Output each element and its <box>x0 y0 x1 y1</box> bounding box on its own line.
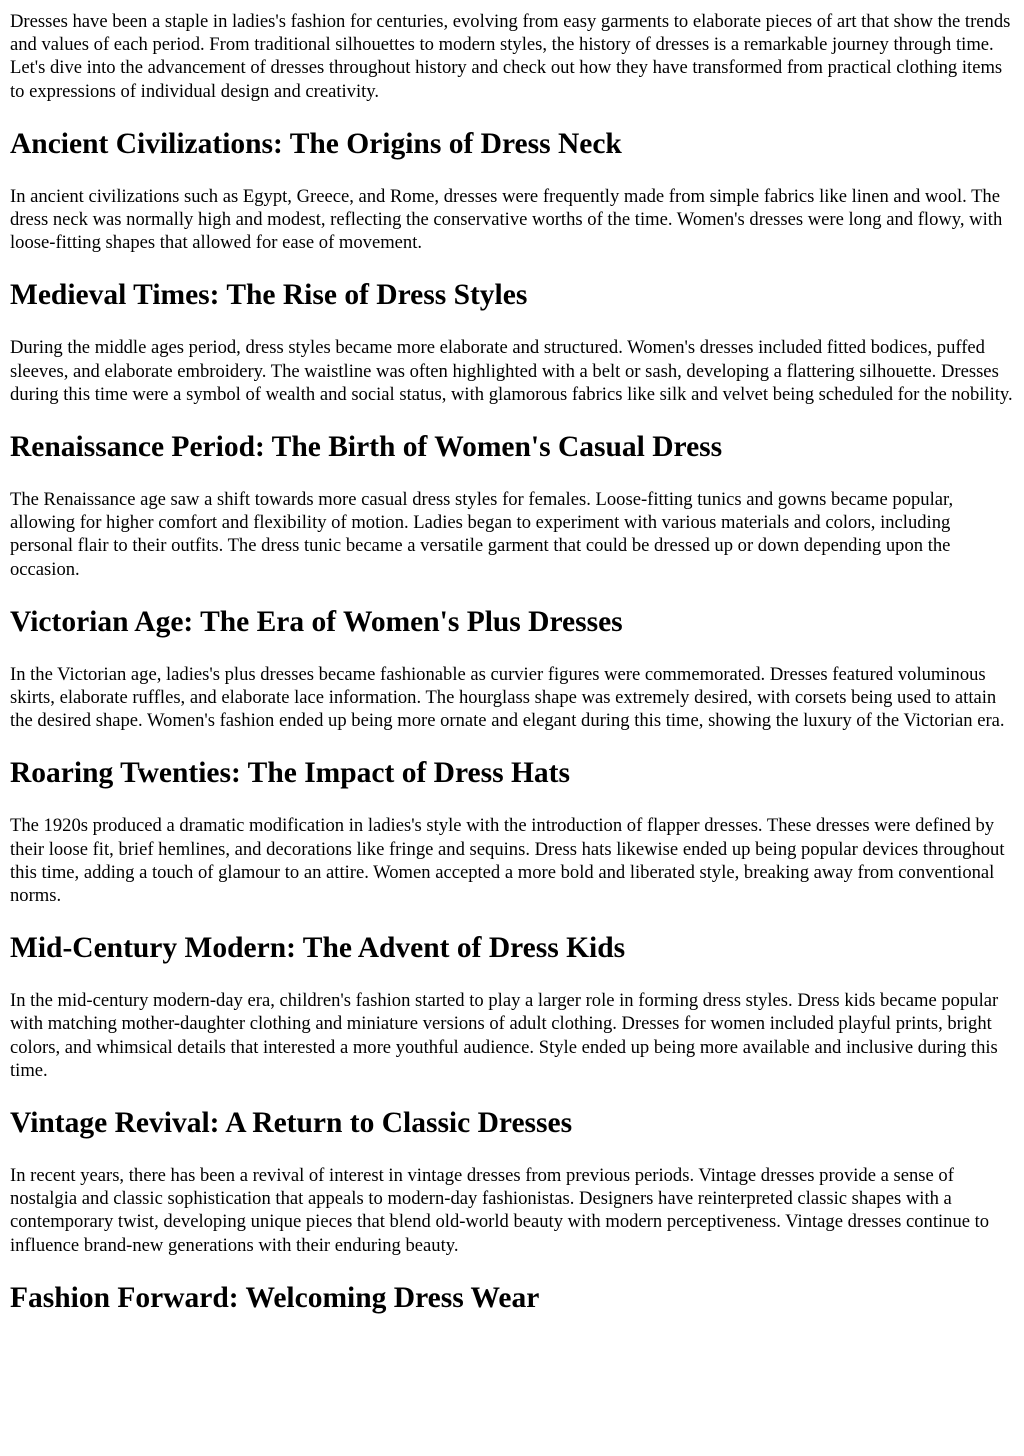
section-heading: Roaring Twenties: The Impact of Dress Hats <box>10 757 570 790</box>
section-fashion-forward <box>10 1281 1014 1315</box>
section-body: In ancient civilizations such as Egypt, Greece, and Rome, dresses were frequently made from simple fabrics like linen and wool. The dress neck was normally high and modest, reflecting the conservative worths of the time. Women's dresses were long and flowy, with loose-fitting shapes that allowed for ease of movement. <box>10 185 1003 254</box>
section-body: In recent years, there has been a revival of interest in vintage dresses from previous periods. Vintage dresses provide a sense of nostalgia and classic sophistication that appeals to modern-day fashionistas. Designers have reinterpreted classic shapes with a contemporary twist, developing unique pieces that blend old-world beauty with modern perceptiveness. Vintage dresses continue to influence brand-new generations with their enduring beauty. <box>10 1165 990 1256</box>
section-heading: Vintage Revival: A Return to Classic Dresses <box>10 1107 573 1140</box>
section-medieval <box>10 278 1014 406</box>
section-roaring-twenties <box>10 756 1014 907</box>
section-heading: Ancient Civilizations: The Origins of Dress Neck <box>10 127 622 160</box>
section-vintage-revival <box>10 1106 1014 1257</box>
section-victorian <box>10 605 1014 733</box>
section-body: In the mid-century modern-day era, children's fashion started to play a larger role in forming dress styles. Dress kids became popular with matching mother-daughter clothing and miniature versions of adult clothing. Dresses for women included playful prints, bright colors, and whimsical details that interested a more youthful audience. Style ended up being more available and inclusive during this time. <box>10 990 999 1081</box>
section-heading: Medieval Times: The Rise of Dress Styles <box>10 279 528 312</box>
section-renaissance <box>10 430 1014 581</box>
section-heading: Fashion Forward: Welcoming Dress Wear <box>10 1281 540 1314</box>
section-ancient <box>10 127 1014 255</box>
section-body: The Renaissance age saw a shift towards more casual dress styles for females. Loose-fitting tunics and gowns became popular, allowing for higher comfort and flexibility of motion. Ladies began to experiment with various materials and colors, including personal flair to their outfits. The dress tunic became a versatile garment that could be dressed up or down depending upon the occasion. <box>10 489 954 580</box>
section-mid-century <box>10 931 1014 1082</box>
article <box>0 10 1024 1315</box>
intro-paragraph: Dresses have been a staple in ladies's fashion for centuries, evolving from easy garments to elaborate pieces of art that show the trends and values of each period. From traditional silhouettes to modern styles, the history of dresses is a remarkable journey through time. Let's dive into the advancement of dresses throughout history and check out how they have transformed from practical clothing items to expressions of individual design and creativity. <box>10 11 1011 102</box>
section-body: In the Victorian age, ladies's plus dresses became fashionable as curvier figures were commemorated. Dresses featured voluminous skirts, elaborate ruffles, and elaborate lace information. The hourglass shape was extremely desired, with corsets being used to attain the desired shape. Women's fashion ended up being more ornate and elegant during this time, showing the luxury of the Victorian era. <box>10 663 1005 732</box>
section-heading: Victorian Age: The Era of Women's Plus Dresses <box>10 605 623 638</box>
section-body: During the middle ages period, dress styles became more elaborate and structured. Women's dresses included fitted bodices, puffed sleeves, and elaborate embroidery. The waistline was often highlighted with a belt or sash, developing a flattering silhouette. Dresses during this time were a symbol of wealth and social status, with glamorous fabrics like silk and velvet being scheduled for the nobility. <box>10 337 1013 405</box>
section-heading: Mid-Century Modern: The Advent of Dress Kids <box>10 932 626 965</box>
section-body: The 1920s produced a dramatic modification in ladies's style with the introduction of flapper dresses. These dresses were defined by their loose fit, brief hemlines, and decorations like fringe and sequins. Dress hats likewise ended up being popular devices throughout this time, adding a touch of glamour to an attire. Women accepted a more bold and liberated style, breaking away from conventional norms. <box>10 815 1005 907</box>
section-heading: Renaissance Period: The Birth of Women's Casual Dress <box>10 431 723 464</box>
